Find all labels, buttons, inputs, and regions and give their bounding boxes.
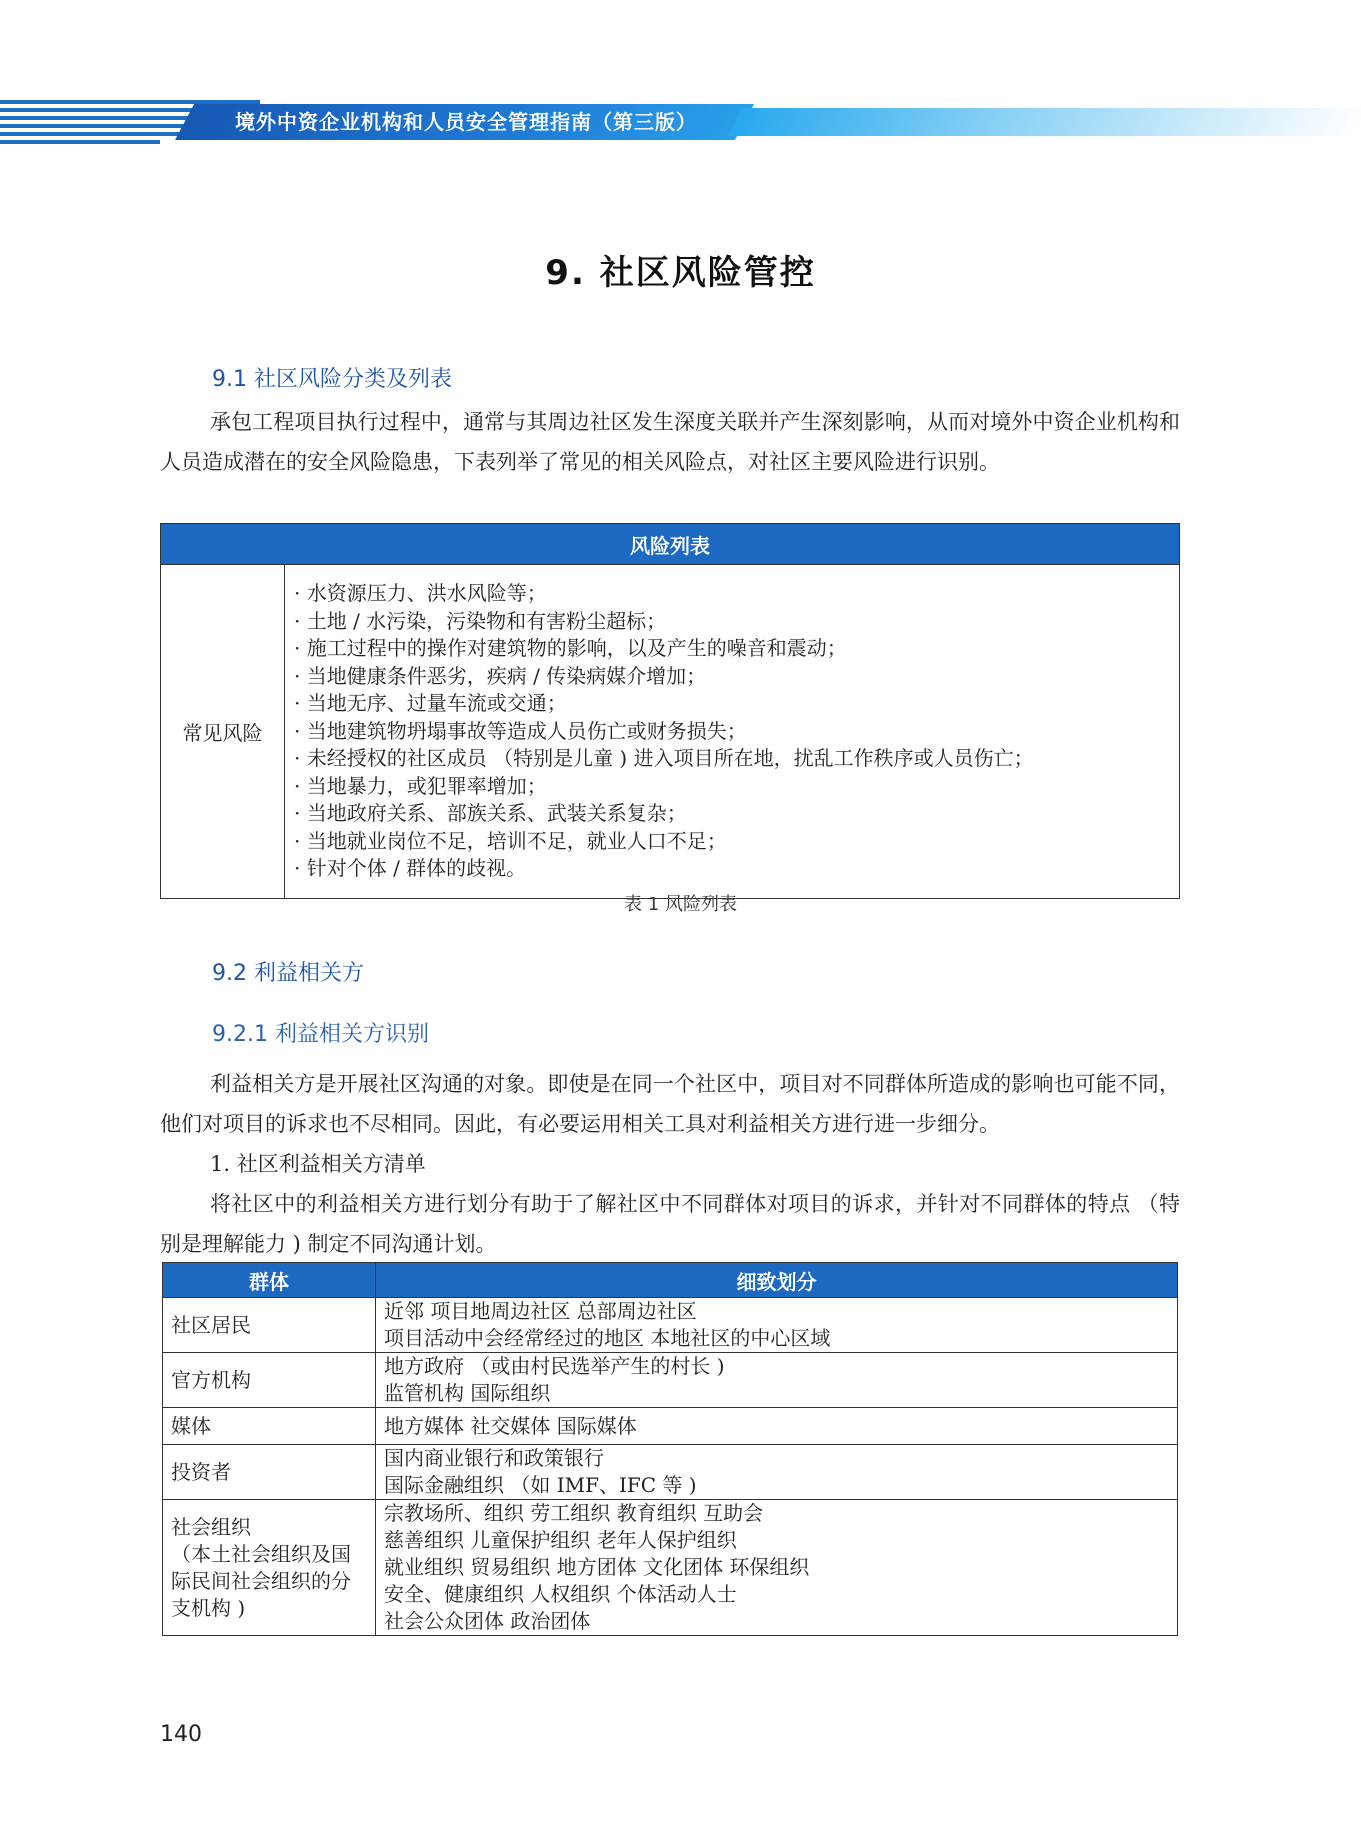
group-note: （本土社会组织及国际民间社会组织的分支机构 ) bbox=[171, 1541, 351, 1620]
paragraph-text: 承包工程项目执行过程中，通常与其周边社区发生深度关联并产生深刻影响，从而对境外中资企业机构和人员造成潜在的安全风险隐患，下表列举了常见的相关风险点，对社区主要风险进行识别。 bbox=[160, 410, 1180, 474]
detail-line: 慈善组织 儿童保护组织 老年人保护组织 bbox=[384, 1528, 737, 1552]
detail-line: 就业组织 贸易组织 地方团体 文化团体 环保组织 bbox=[384, 1555, 810, 1579]
risk-item: · 土地 / 水污染，污染物和有害粉尘超标； bbox=[294, 608, 1170, 636]
detail-cell bbox=[376, 1353, 1178, 1408]
paragraph-text: 将社区中的利益相关方进行划分有助于了解社区中不同群体对项目的诉求，并针对不同群体的特点 （特别是理解能力 ) 制定不同沟通计划。 bbox=[160, 1192, 1180, 1256]
risk-table bbox=[160, 523, 1180, 899]
risk-item: · 未经授权的社区成员 （特别是儿童 ) 进入项目所在地，扰乱工作秩序或人员伤亡； bbox=[294, 745, 1170, 773]
risk-item: · 当地建筑物坍塌事故等造成人员伤亡或财务损失； bbox=[294, 718, 1170, 746]
group-cell bbox=[163, 1500, 376, 1636]
group-name: 社会组织 bbox=[171, 1514, 251, 1539]
risk-item: · 当地就业岗位不足，培训不足，就业人口不足； bbox=[294, 828, 1170, 856]
detail-cell bbox=[376, 1445, 1178, 1500]
detail-cell bbox=[376, 1408, 1178, 1445]
section-heading-9-1: 9.1 社区风险分类及列表 bbox=[212, 367, 452, 392]
risk-table-header: 风险列表 bbox=[161, 524, 1180, 565]
detail-line: 地方政府 （或由村民选举产生的村长 ) bbox=[384, 1354, 725, 1378]
paragraph-text: 利益相关方是开展社区沟通的对象。即使是在同一个社区中，项目对不同群体所造成的影响也可能不同，他们对项目的诉求也不尽相同。因此，有必要运用相关工具对利益相关方进行进一步细分。 bbox=[160, 1072, 1180, 1136]
risk-items-cell bbox=[285, 565, 1180, 899]
detail-line: 地方媒体 社交媒体 国际媒体 bbox=[384, 1413, 637, 1438]
table-row bbox=[163, 1353, 1178, 1408]
group-cell: 官方机构 bbox=[163, 1353, 376, 1408]
detail-line: 国际金融组织 （如 IMF、IFC 等 ) bbox=[384, 1473, 697, 1497]
table-row bbox=[163, 1408, 1178, 1445]
detail-line: 项目活动中会经常经过的地区 本地社区的中心区域 bbox=[384, 1326, 831, 1350]
detail-line: 安全、健康组织 人权组织 个体活动人士 bbox=[384, 1582, 737, 1606]
detail-cell bbox=[376, 1298, 1178, 1353]
risk-row-label: 常见风险 bbox=[161, 565, 285, 899]
chapter-title: 9. 社区风险管控 bbox=[545, 253, 816, 293]
section-heading-9-2: 9.2 利益相关方 bbox=[212, 961, 364, 986]
risk-item: · 当地政府关系、部族关系、武装关系复杂； bbox=[294, 800, 1170, 828]
risk-list bbox=[286, 566, 1178, 897]
risk-item: · 针对个体 / 群体的歧视。 bbox=[294, 855, 1170, 883]
running-header-title: 境外中资企业机构和人员安全管理指南（第三版） bbox=[235, 110, 697, 134]
table-caption: 表 1 风险列表 bbox=[624, 894, 737, 915]
detail-line: 监管机构 国际组织 bbox=[384, 1381, 551, 1405]
table-row bbox=[163, 1500, 1178, 1636]
detail-line: 社会公众团体 政治团体 bbox=[384, 1609, 591, 1633]
column-header-group: 群体 bbox=[163, 1263, 376, 1298]
risk-item: · 施工过程中的操作对建筑物的影响，以及产生的噪音和震动； bbox=[294, 635, 1170, 663]
stakeholder-table bbox=[162, 1262, 1178, 1636]
page-number: 140 bbox=[160, 1722, 202, 1747]
risk-item: · 当地健康条件恶劣，疾病 / 传染病媒介增加； bbox=[294, 663, 1170, 691]
detail-cell bbox=[376, 1500, 1178, 1636]
column-header-detail: 细致划分 bbox=[376, 1263, 1178, 1298]
group-cell: 社区居民 bbox=[163, 1298, 376, 1353]
header-accent bbox=[728, 108, 1361, 136]
risk-item: · 水资源压力、洪水风险等； bbox=[294, 580, 1170, 608]
risk-item: · 当地无序、过量车流或交通； bbox=[294, 690, 1170, 718]
section-9-2-1-body bbox=[160, 1064, 1180, 1264]
section-9-1-paragraph bbox=[160, 402, 1180, 482]
detail-line: 国内商业银行和政策银行 bbox=[384, 1446, 604, 1470]
group-cell: 媒体 bbox=[163, 1408, 376, 1445]
detail-line: 近邻 项目地周边社区 总部周边社区 bbox=[384, 1299, 697, 1323]
table-row bbox=[163, 1445, 1178, 1500]
section-heading-9-2-1: 9.2.1 利益相关方识别 bbox=[212, 1022, 429, 1047]
list-item-heading: 1. 社区利益相关方清单 bbox=[210, 1152, 426, 1176]
risk-item: · 当地暴力，或犯罪率增加； bbox=[294, 773, 1170, 801]
group-cell: 投资者 bbox=[163, 1445, 376, 1500]
detail-line: 宗教场所、组织 劳工组织 教育组织 互助会 bbox=[384, 1501, 764, 1525]
table-row bbox=[163, 1298, 1178, 1353]
